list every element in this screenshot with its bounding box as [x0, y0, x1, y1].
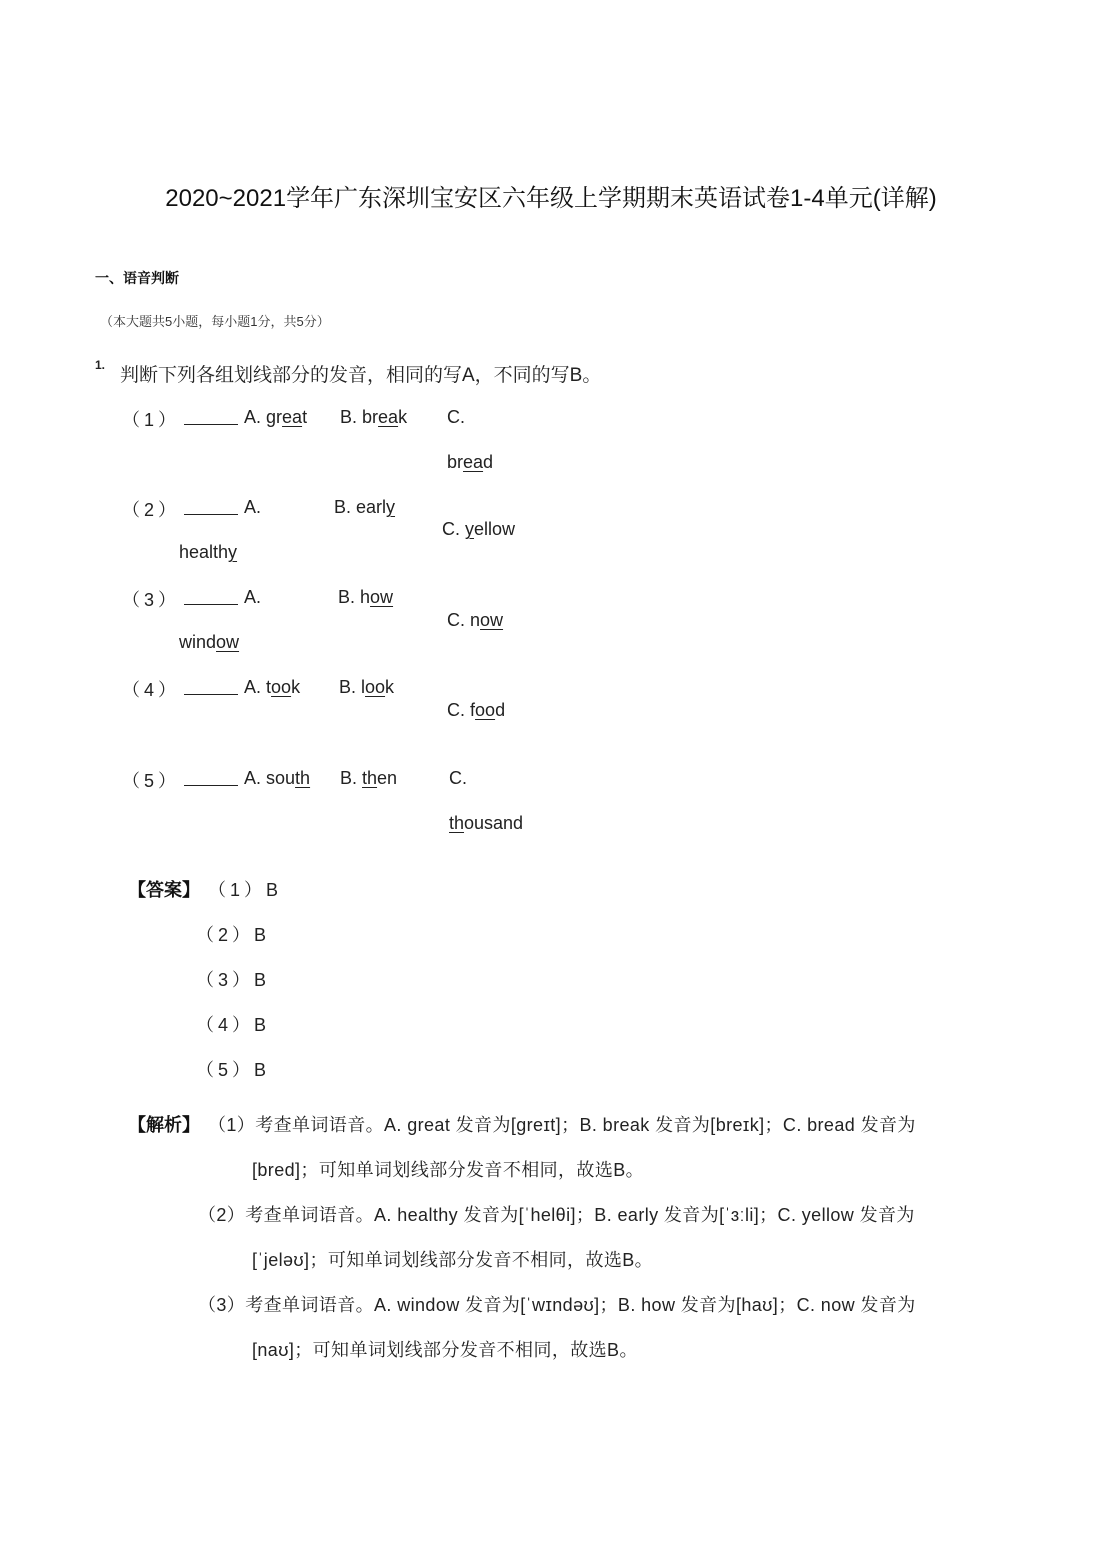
option-a: A. south	[244, 768, 311, 788]
option-a-prefix: A.	[244, 497, 262, 517]
answer-blank[interactable]	[184, 406, 238, 430]
item-index: （2）	[122, 500, 181, 520]
analysis-line: （2）考查单词语音。A. healthy 发音为[ˈhelθi]；B. early 发音为[ˈɜːli]；C. yellow 发音为	[198, 1205, 915, 1225]
page-title: 2020~2021学年广东深圳宝安区六年级上学期期末英语试卷1-4单元(详解)	[165, 185, 937, 212]
option-b: B. how	[338, 587, 394, 607]
answer-blank[interactable]	[184, 586, 238, 610]
analysis-label: 【解析】	[128, 1115, 200, 1135]
analysis-line: [ˈjeləʊ]；可知单词划线部分发音不相同，故选B。	[252, 1250, 654, 1270]
option-b: B. break	[340, 407, 408, 427]
item-index: （3）	[122, 590, 181, 610]
answer-blank[interactable]	[184, 676, 238, 700]
option-b: B. early	[334, 497, 396, 517]
analysis-line: [bred]；可知单词划线部分发音不相同，故选B。	[252, 1160, 645, 1180]
option-c: C. now	[447, 610, 504, 630]
option-c-prefix: C.	[449, 768, 467, 788]
section-heading: 一、语音判断	[95, 270, 179, 286]
answer-line: （3）B	[196, 970, 271, 990]
section-note: （本大题共5小题，每小题1分，共5分）	[100, 314, 330, 329]
option-c-word: bread	[447, 452, 494, 472]
option-b: B. look	[339, 677, 395, 697]
answer-line: （4）B	[196, 1015, 271, 1035]
answer-line: （2）B	[196, 925, 271, 945]
answer-line: （1）B	[208, 880, 283, 900]
analysis-line: （1）考查单词语音。A. great 发音为[greɪt]；B. break 发音为[breɪk]；C. bread 发音为	[208, 1115, 916, 1135]
option-c: C. yellow	[442, 519, 516, 539]
option-a: A. took	[244, 677, 301, 697]
option-b: B. then	[340, 768, 398, 788]
question-prompt: 判断下列各组划线部分的发音，相同的写A，不同的写B。	[120, 365, 602, 386]
item-index: （1）	[122, 410, 181, 430]
option-c-prefix: C.	[447, 407, 465, 427]
answer-label: 【答案】	[128, 880, 200, 900]
question-number: 1.	[95, 358, 106, 372]
analysis-line: （3）考查单词语音。A. window 发音为[ˈwɪndəʊ]；B. how 发音为[haʊ]；C. now 发音为	[198, 1295, 916, 1315]
option-c-word: thousand	[449, 813, 524, 833]
option-a-word: window	[179, 632, 240, 652]
answer-line: （5）B	[196, 1060, 271, 1080]
analysis-line: [naʊ]；可知单词划线部分发音不相同，故选B。	[252, 1340, 638, 1360]
answer-blank[interactable]	[184, 496, 238, 520]
option-a-prefix: A.	[244, 587, 262, 607]
option-c: C. food	[447, 700, 506, 720]
option-a-word: healthy	[179, 542, 238, 562]
item-index: （5）	[122, 771, 181, 791]
option-a: A. great	[244, 407, 308, 427]
item-index: （4）	[122, 680, 181, 700]
answer-blank[interactable]	[184, 767, 238, 791]
